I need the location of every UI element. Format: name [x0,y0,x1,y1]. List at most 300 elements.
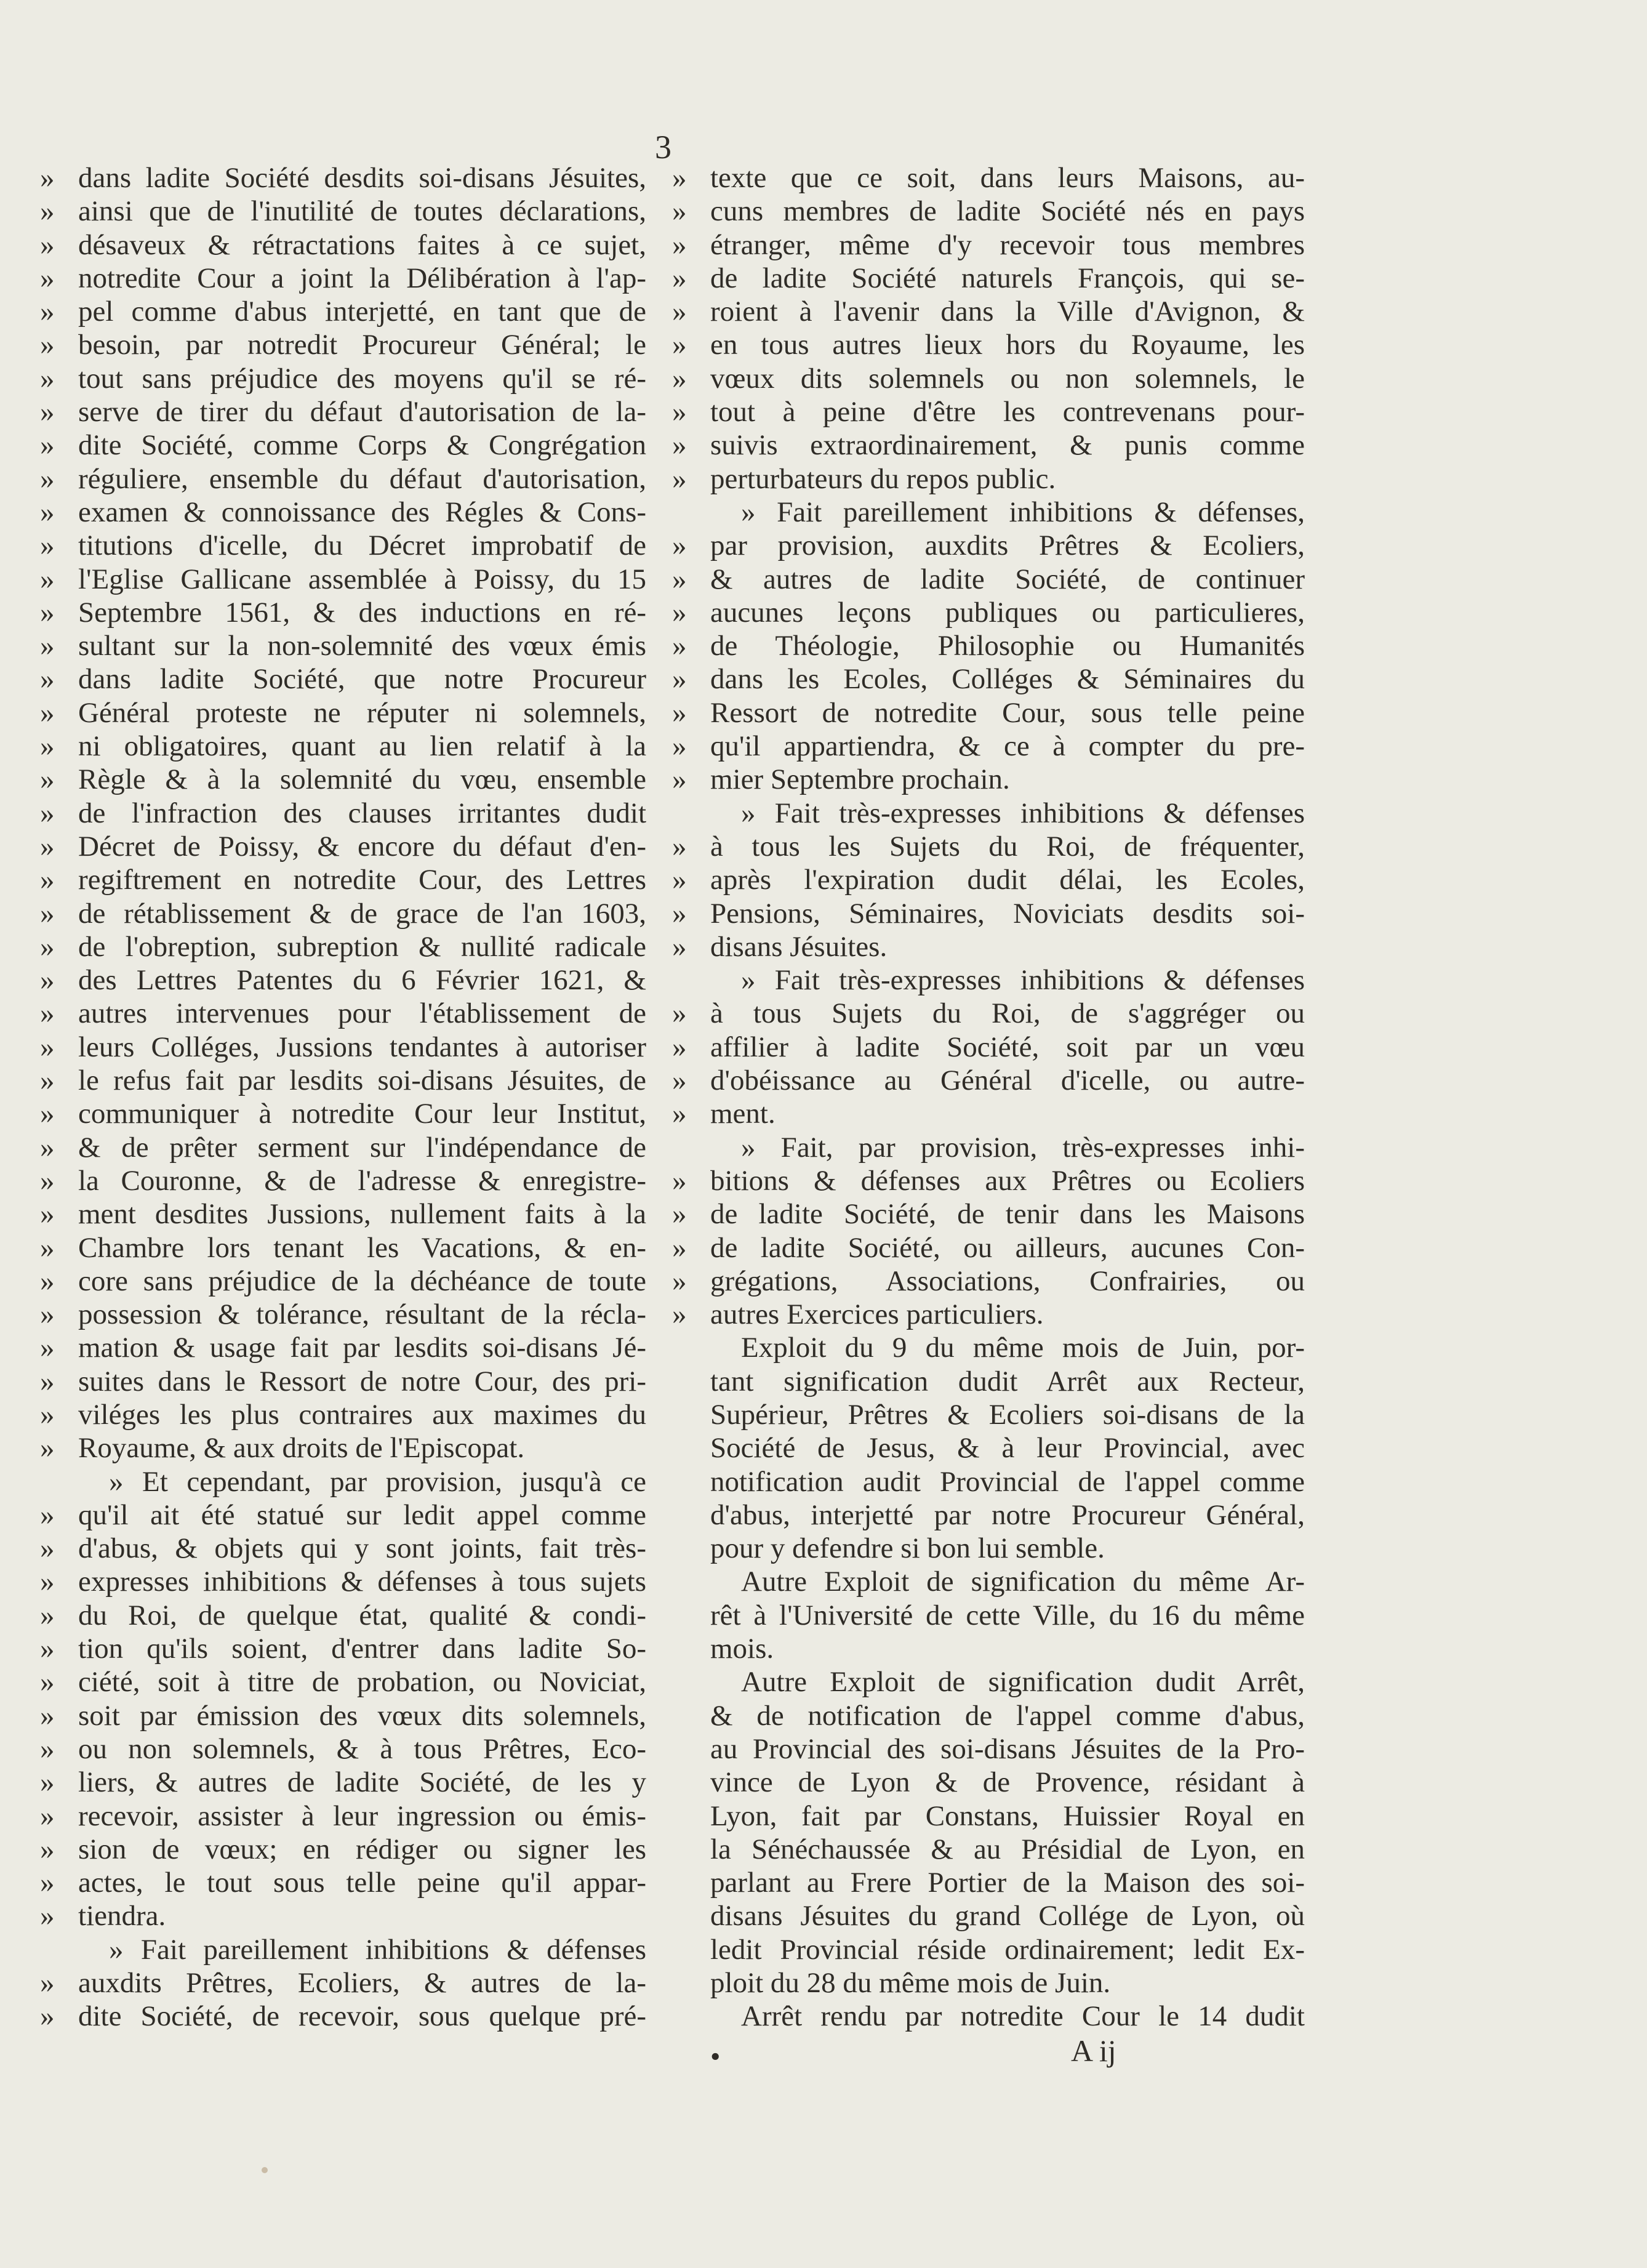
quote-mark: » [672,1198,687,1231]
line-text: viléges les plus contraires aux maximes du [78,1398,646,1431]
quote-mark: » [672,930,687,963]
text-line [40,195,646,228]
text-line [40,830,646,863]
text-line [672,2000,1305,2033]
text-line [40,1766,646,1799]
quote-mark: » [672,329,687,361]
line-text: de l'obreption, subreption & nullité radicale [78,930,646,963]
line-text: mation & usage fait par lesdits soi-disans Jé- [78,1332,646,1364]
line-text: & de prêter serment sur l'indépendance de [78,1131,646,1164]
text-line [40,1899,646,1932]
line-text: notredite Cour a joint la Délibération à l'ap- [78,262,646,294]
text-line [672,1197,1305,1231]
line-text: ment. [710,1098,775,1130]
text-line [672,1800,1305,1833]
line-text: d'abus, & objets qui y sont joints, fait très- [78,1532,646,1565]
line-text: autres intervenues pour l'établissement de [78,997,646,1030]
text-line [40,897,646,930]
line-text: bitions & défenses aux Prêtres ou Ecoliers [710,1164,1305,1197]
line-text: mier Septembre prochain. [710,763,1010,796]
quote-mark: » [40,1532,55,1565]
text-line [40,797,646,830]
line-text: tion qu'ils soient, d'entrer dans ladite So- [78,1633,646,1665]
line-text: dans les Ecoles, Colléges & Séminaires du [710,663,1305,696]
text-line [672,1164,1305,1197]
quote-mark: » [40,1967,55,2000]
quote-mark: » [40,162,55,194]
text-line [672,696,1305,730]
quote-mark: » [40,696,55,729]
text-line [672,797,1305,830]
text-line [672,1632,1305,1665]
text-line [672,228,1305,262]
text-line [40,295,646,328]
line-text: vœux dits solemnels ou non solemnels, le [710,362,1305,395]
line-text: de ladite Société, de tenir dans les Maisons [710,1198,1305,1231]
text-line [672,1365,1305,1398]
text-line [40,1431,646,1465]
text-line [672,930,1305,963]
text-line [40,1064,646,1097]
line-text: ploit du 28 du même mois de Juin. [710,1967,1111,2000]
line-text: Royaume, & aux droits de l'Episcopat. [78,1432,525,1465]
text-line [672,328,1305,361]
text-line [672,1231,1305,1265]
text-line [672,1665,1305,1699]
quote-mark: » [40,2000,55,2033]
line-text: » Et cependant, par provision, jusqu'à ce [109,1465,646,1498]
line-text: ou non solemnels, & à tous Prêtres, Eco- [78,1732,646,1765]
quote-mark: » [40,1131,55,1164]
quote-mark: » [40,1398,55,1431]
text-line [672,1398,1305,1431]
text-line [672,563,1305,596]
quote-mark: » [40,1031,55,1063]
line-text: de rétablissement & de grace de l'an 1603, [78,897,646,930]
quote-mark: » [40,797,55,829]
line-text: besoin, par notredit Procureur Général; le [78,329,646,361]
quote-mark: » [40,329,55,361]
text-line [40,662,646,696]
text-line [672,1966,1305,2000]
text-line [672,1131,1305,1164]
line-text: disans Jésuites du grand Collége de Lyon, où [710,1900,1305,1932]
text-line [40,629,646,662]
line-text: disans Jésuites. [710,930,888,963]
line-text: perturbateurs du repos public. [710,462,1056,495]
line-text: » Fait très-expresses inhibitions & défenses [741,964,1305,997]
text-line [40,696,646,730]
quote-mark: » [40,1800,55,1832]
line-text: rêt à l'Université de cette Ville, du 16 du même [710,1599,1305,1631]
quote-mark: » [40,1566,55,1598]
quote-mark: » [40,1198,55,1231]
text-line [672,295,1305,328]
line-text: des Lettres Patentes du 6 Février 1621, & [78,964,646,997]
text-line [672,1599,1305,1632]
text-line [672,161,1305,195]
quote-mark: » [40,1766,55,1799]
quote-mark: » [40,864,55,896]
line-text: Chambre lors tenant les Vacations, & en- [78,1231,646,1264]
quote-mark: » [40,529,55,562]
quote-mark: » [40,1900,55,1932]
line-text: en tous autres lieux hors du Royaume, les [710,329,1305,361]
line-text: & de notification de l'appel comme d'abus, [710,1699,1305,1732]
text-line [40,1800,646,1833]
text-line [40,1599,646,1632]
quote-mark: » [40,663,55,696]
line-text: tant signification dudit Arrêt aux Recteur, [710,1365,1305,1397]
line-text: mois. [710,1633,774,1665]
quote-mark: » [40,1633,55,1665]
text-line [40,1365,646,1398]
quote-mark: » [40,228,55,261]
line-text: pel comme d'abus interjetté, en tant que de [78,296,646,328]
line-text: Arrêt rendu par notredite Cour le 14 dudit [741,2000,1305,2033]
text-line [40,462,646,496]
line-text: suivis extraordinairement, & punis comme [710,429,1305,462]
quote-mark: » [672,730,687,763]
quote-mark: » [40,1432,55,1465]
quote-mark: » [40,1732,55,1765]
line-text: cuns membres de ladite Société nés en pays [710,195,1305,228]
quote-mark: » [672,1164,687,1197]
text-line [672,1866,1305,1899]
quote-mark: » [40,897,55,930]
text-line [40,1933,646,1966]
line-text: ainsi que de l'inutilité de toutes déclarations, [78,195,646,228]
quote-mark: » [672,1098,687,1130]
text-line [672,1498,1305,1532]
line-text: autres Exercices particuliers. [710,1298,1044,1331]
line-text: examen & connoissance des Régles & Cons- [78,496,646,528]
text-line [40,1565,646,1598]
line-text: Exploit du 9 du même mois de Juin, por- [741,1332,1305,1364]
line-text: aucunes leçons publiques ou particulieres, [710,596,1305,629]
quote-mark: » [672,1031,687,1063]
quote-mark: » [672,1265,687,1297]
line-text: d'abus, interjetté par notre Procureur Général, [710,1498,1305,1531]
quote-mark: » [40,296,55,328]
line-text: Autre Exploit de signification dudit Arrêt, [741,1666,1305,1699]
line-text: à tous les Sujets du Roi, de fréquenter, [710,830,1305,863]
text-line [672,1732,1305,1766]
line-text: » Fait très-expresses inhibitions & défenses [741,797,1305,829]
text-line [40,328,646,361]
text-line [40,1632,646,1665]
text-line [40,1265,646,1298]
text-line [40,529,646,562]
line-text: tout à peine d'être les contrevenans pour- [710,396,1305,428]
quote-mark: » [40,262,55,294]
quote-mark: » [40,1599,55,1631]
line-text: de Théologie, Philosophie ou Humanités [710,630,1305,662]
quote-mark: » [40,396,55,428]
quote-mark: » [40,964,55,997]
text-line [672,1565,1305,1598]
quote-mark: » [40,1298,55,1331]
quote-mark: » [672,228,687,261]
text-line [40,730,646,763]
line-text: dans ladite Société desdits soi-disans Jésuites, [78,162,646,194]
line-text: serve de tirer du défaut d'autorisation de la- [78,396,646,428]
text-line [40,763,646,796]
text-line [672,496,1305,529]
quote-mark: » [40,195,55,228]
line-text: actes, le tout sous telle peine qu'il appar- [78,1867,646,1899]
text-line [672,1097,1305,1130]
text-line [40,563,646,596]
text-line [672,428,1305,462]
text-line [672,897,1305,930]
text-line [40,496,646,529]
quote-mark: » [40,1332,55,1364]
quote-mark: » [40,830,55,863]
line-text: sultant sur la non-solemnité des vœux émis [78,630,646,662]
text-line [40,428,646,462]
line-text: l'Eglise Gallicane assemblée à Poissy, du 15 [78,563,646,595]
line-text: parlant au Frere Portier de la Maison des soi- [710,1867,1305,1899]
text-line [40,1465,646,1498]
quote-mark: » [40,1098,55,1130]
quote-mark: » [40,1231,55,1264]
line-text: réguliere, ensemble du défaut d'autorisation, [78,462,646,495]
line-text: Ressort de notredite Cour, sous telle peine [710,696,1305,729]
text-line [672,596,1305,629]
line-text: de l'infraction des clauses irritantes dudit [78,797,646,829]
text-line [672,529,1305,562]
text-line [40,863,646,896]
line-text: Décret de Poissy, & encore du défaut d'en- [78,830,646,863]
line-text: Société de Jesus, & à leur Provincial, avec [710,1432,1305,1465]
quote-mark: » [672,696,687,729]
line-text: » Fait, par provision, très-expresses inhi- [741,1131,1305,1164]
text-line [40,2000,646,2033]
quote-mark: » [672,830,687,863]
quote-mark: » [672,262,687,294]
line-text: tout sans préjudice des moyens qu'il se ré- [78,362,646,395]
line-text: Autre Exploit de signification du même Ar- [741,1566,1305,1598]
line-text: par provision, auxdits Prêtres & Ecoliers, [710,529,1305,562]
line-text: titutions d'icelle, du Décret improbatif de [78,529,646,562]
text-line [40,1665,646,1699]
text-line [672,1899,1305,1932]
text-line [672,662,1305,696]
text-line [672,1532,1305,1565]
text-line [40,596,646,629]
quote-mark: » [40,763,55,796]
left-column [40,161,646,2033]
text-line [40,1331,646,1364]
text-line [40,1532,646,1565]
text-line [672,195,1305,228]
quote-mark: » [672,162,687,194]
line-text: vince de Lyon & de Provence, résidant à [710,1766,1305,1799]
line-text: désaveux & rétractations faites à ce sujet, [78,228,646,261]
line-text: leurs Colléges, Jussions tendantes à autoriser [78,1031,646,1063]
line-text: de ladite Société, ou ailleurs, aucunes Con- [710,1231,1305,1264]
line-text: étranger, même d'y recevoir tous membres [710,228,1305,261]
line-text: au Provincial des soi-disans Jésuites de la Pro- [710,1732,1305,1765]
quote-mark: » [672,296,687,328]
line-text: » Fait pareillement inhibitions & défenses, [741,496,1305,528]
quote-mark: » [672,462,687,495]
quote-mark: » [40,997,55,1030]
line-text: recevoir, assister à leur ingression ou émis- [78,1800,646,1832]
line-text: ledit Provincial réside ordinairement; ledit Ex- [710,1933,1305,1966]
paper-blemish [262,2167,268,2173]
text-line [40,1398,646,1431]
line-text: soit par émission des vœux dits solemnels, [78,1699,646,1732]
text-line [40,1498,646,1532]
quote-mark: » [672,864,687,896]
quote-mark: » [40,1699,55,1732]
line-text: qu'il ait été statué sur ledit appel comme [78,1498,646,1531]
quote-mark: » [672,763,687,796]
text-line [672,1699,1305,1732]
right-column [672,161,1305,2033]
text-line [672,863,1305,896]
line-text: Pensions, Séminaires, Noviciats desdits soi- [710,897,1305,930]
signature-mark: A ij [1071,2033,1116,2068]
quote-mark: » [40,1666,55,1699]
line-text: sion de vœux; en rédiger ou signer les [78,1833,646,1865]
quote-mark: » [40,1833,55,1865]
line-text: ment desdites Jussions, nullement faits à la [78,1198,646,1231]
quote-mark: » [672,1231,687,1264]
line-text: la Couronne, & de l'adresse & enregistre- [78,1164,646,1197]
line-text: Septembre 1561, & des inductions en ré- [78,596,646,629]
text-line [40,1298,646,1331]
line-text: » Fait pareillement inhibitions & défenses [109,1933,646,1966]
text-line [40,930,646,963]
quote-mark: » [40,1867,55,1899]
quote-mark: » [672,630,687,662]
line-text: pour y defendre si bon lui semble. [710,1532,1105,1565]
text-line [672,1431,1305,1465]
line-text: tiendra. [78,1900,166,1932]
line-text: ni obligatoires, quant au lien relatif à la [78,730,646,763]
line-text: suites dans le Ressort de notre Cour, des pri- [78,1365,646,1397]
quote-mark: » [672,596,687,629]
line-text: le refus fait par lesdits soi-disans Jésuites, de [78,1064,646,1097]
text-line [40,1031,646,1064]
quote-mark: » [40,1064,55,1097]
text-line [672,1064,1305,1097]
quote-mark: » [672,897,687,930]
text-line [672,262,1305,295]
text-line [40,997,646,1030]
text-line [40,1164,646,1197]
text-line [672,1031,1305,1064]
line-text: notification audit Provincial de l'appel comme [710,1465,1305,1498]
text-line [40,1131,646,1164]
quote-mark: » [672,529,687,562]
text-line [672,1331,1305,1364]
text-line [672,362,1305,395]
quote-mark: » [40,563,55,595]
text-line [40,1732,646,1766]
line-text: grégations, Associations, Confrairies, ou [710,1265,1305,1297]
line-text: dans ladite Société, que notre Procureur [78,663,646,696]
line-text: regiftrement en notredite Cour, des Lettres [78,864,646,896]
text-line [672,1465,1305,1498]
text-line [672,730,1305,763]
text-line [672,462,1305,496]
quote-mark: » [40,1265,55,1297]
quote-mark: » [672,997,687,1030]
text-line [40,1699,646,1732]
quote-mark: » [40,1164,55,1197]
text-line [40,262,646,295]
line-text: communiquer à notredite Cour leur Institut, [78,1098,646,1130]
line-text: Supérieur, Prêtres & Ecoliers soi-disans de la [710,1398,1305,1431]
quote-mark: » [40,362,55,395]
text-line [40,228,646,262]
quote-mark: » [40,1365,55,1397]
footer-mark: • [710,2041,721,2073]
line-text: ciété, soit à titre de probation, ou Noviciat, [78,1666,646,1699]
text-line [40,395,646,428]
quote-mark: » [40,596,55,629]
line-text: Général proteste ne réputer ni solemnels, [78,696,646,729]
quote-mark: » [672,1064,687,1097]
text-line [40,362,646,395]
text-line [40,161,646,195]
quote-mark: » [40,930,55,963]
line-text: de ladite Société naturels François, qui se- [710,262,1305,294]
line-text: dite Société, comme Corps & Congrégation [78,429,646,462]
line-text: possession & tolérance, résultant de la récla- [78,1298,646,1331]
quote-mark: » [672,563,687,595]
text-line [672,1833,1305,1866]
line-text: à tous Sujets du Roi, de s'aggréger ou [710,997,1305,1030]
line-text: affilier à ladite Société, soit par un vœu [710,1031,1305,1063]
line-text: d'obéissance au Général d'icelle, ou autre- [710,1064,1305,1097]
quote-mark: » [672,429,687,462]
quote-mark: » [40,462,55,495]
text-line [672,763,1305,796]
line-text: Lyon, fait par Constans, Huissier Royal en [710,1800,1305,1832]
text-line [40,1097,646,1130]
line-text: texte que ce soit, dans leurs Maisons, au- [710,162,1305,194]
line-text: expresses inhibitions & défenses à tous sujets [78,1566,646,1598]
line-text: auxdits Prêtres, Ecoliers, & autres de la- [78,1967,646,2000]
line-text: liers, & autres de ladite Société, de les y [78,1766,646,1799]
page-number: 3 [655,129,671,166]
text-line [40,1833,646,1866]
text-line [672,1933,1305,1966]
line-text: & autres de ladite Société, de continuer [710,563,1305,595]
quote-mark: » [672,663,687,696]
text-line [40,1966,646,2000]
text-line [672,395,1305,428]
text-line [672,1766,1305,1799]
line-text: Règle & à la solemnité du vœu, ensemble [78,763,646,796]
text-line [40,1866,646,1899]
line-text: la Sénéchaussée & au Présidial de Lyon, en [710,1833,1305,1865]
line-text: du Roi, de quelque état, qualité & condi- [78,1599,646,1631]
line-text: qu'il appartiendra, & ce à compter du pre- [710,730,1305,763]
line-text: core sans préjudice de la déchéance de toute [78,1265,646,1297]
text-line [672,830,1305,863]
quote-mark: » [40,496,55,528]
line-text: après l'expiration dudit délai, les Ecoles, [710,864,1305,896]
quote-mark: » [40,1498,55,1531]
quote-mark: » [40,630,55,662]
text-line [672,1298,1305,1331]
